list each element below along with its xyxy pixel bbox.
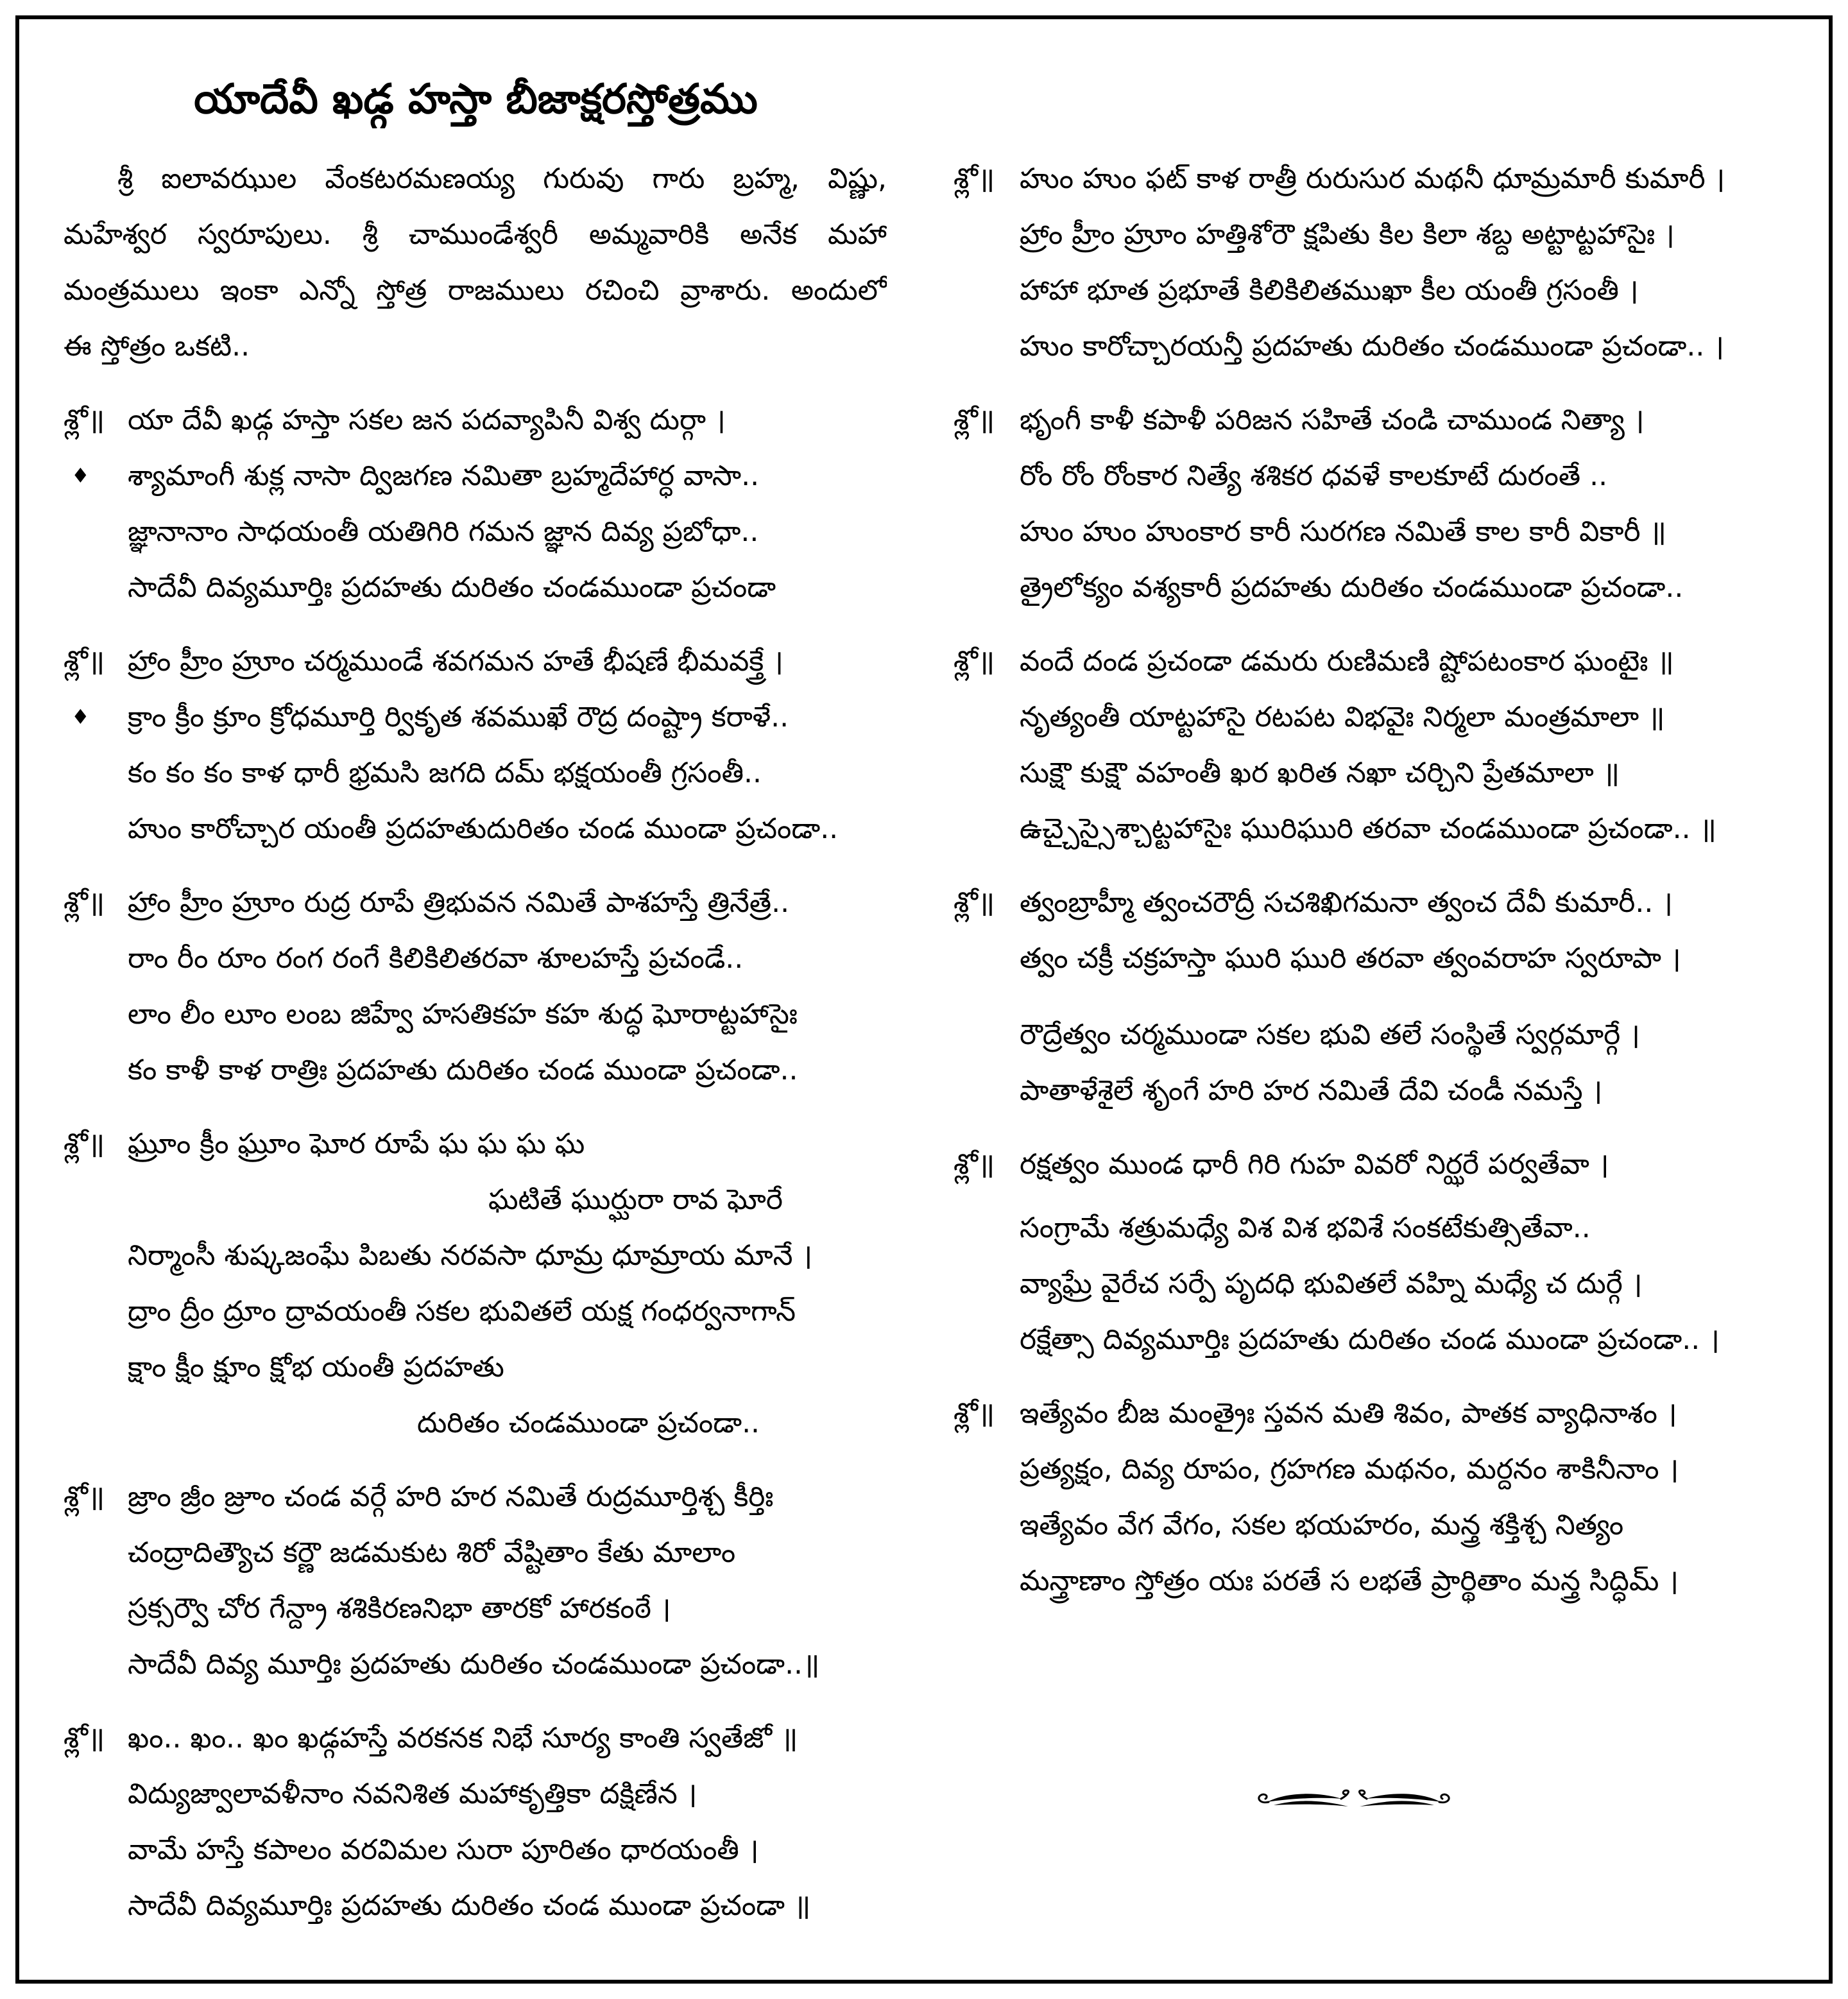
intro-line: శ్రీ ఐలావఝుల వేంకటరమణయ్య గురువు గారు బ్రహ్మ, విష్ణు, bbox=[117, 162, 887, 195]
shloka-marker: శ్లో॥ bbox=[64, 1480, 105, 1513]
verse-line: రక్షేత్సా దివ్యమూర్తిః ప్రదహతు దురితం చండ ముండా ప్రచండా.. । bbox=[1020, 1323, 1720, 1356]
verse-line: హ్రాం హ్రీం హ్రూం హత్తిశోరౌ క్షపితు కిల కిలా శబ్ద అట్టాట్టహాసైః । bbox=[1020, 218, 1675, 251]
verse-line: సాదేవీ దివ్యమూర్తిః ప్రదహతు దురితం చండముండా ప్రచండా bbox=[128, 571, 776, 604]
shloka-verse bbox=[64, 875, 891, 1098]
verse-line: హాహా భూత ప్రభూతే కిలికిలితముఖా కీల యంతీ గ్రసంతీ । bbox=[1020, 274, 1639, 307]
verse-line: హుం హుం హుంకార కారీ సురగణ నమితే కాల కారీ వికారీ ॥ bbox=[1020, 515, 1666, 548]
verse-line: సాదేవీ దివ్య మూర్తిః ప్రదహతు దురితం చండముండా ప్రచండా..॥ bbox=[128, 1648, 820, 1681]
verse-line: ప్రత్యక్షం, దివ్య రూపం, గ్రహగణ మథనం, మర్దనం శాకినీనాం । bbox=[1020, 1453, 1679, 1486]
verse-line: త్వం చక్రీ చక్రహస్తా ఘురి ఘురి తరవా త్వంవరాహ స్వరూపా । bbox=[1020, 942, 1681, 975]
verse-line: వందే దండ ప్రచండా డమరు రుణిమణి ష్టోపటంకార ఘంటైః ॥ bbox=[1020, 645, 1674, 678]
verse-line: క్రాం క్రీం క్రూం క్రోధమూర్తి ర్వికృత శవముఖే రౌద్ర దంష్ట్రా కరాళే.. bbox=[128, 701, 789, 734]
shloka-verse bbox=[64, 1469, 891, 1692]
shloka-verse bbox=[954, 633, 1794, 857]
verse-line: సాదేవీ దివ్యమూర్తిః ప్రదహతు దురితం చండ ముండా ప్రచండా ॥ bbox=[128, 1889, 811, 1922]
page-title: యాదేవీ ఖడ్గ హస్తా బీజాక్షరస్తోత్రము bbox=[194, 76, 758, 123]
verse-line: లాం లీం లూం లంబ జిహ్వే హసతికహ కహ శుద్ధ ఘోరాట్టహాసైః bbox=[128, 998, 798, 1031]
shloka-marker: శ్లో॥ bbox=[954, 1148, 995, 1181]
intro-line: మంత్రములు ఇంకా ఎన్నో స్తోత్ర రాజములు రచించి వ్రాశారు. అందులో bbox=[64, 274, 887, 307]
swirl-left-icon bbox=[1259, 1790, 1349, 1806]
verse-line: కం కాళీ కాళ రాత్రిః ప్రదహతు దురితం చండ ముండా ప్రచండా.. bbox=[128, 1054, 798, 1086]
intro-paragraph bbox=[64, 151, 891, 374]
verse-line: యా దేవీ ఖడ్గ హస్తా సకల జన పదవ్యాపినీ విశ్వ దుర్గా । bbox=[128, 404, 726, 436]
verse-line: హ్రాం హ్రీం హ్రూం చర్మముండే శవగమన హతే భీషణే భీమవక్త్రే । bbox=[128, 645, 783, 678]
shloka-verse bbox=[954, 875, 1794, 1119]
verse-line: జ్రాం జ్రీం జ్రూం చండ వర్గే హరి హర నమితే రుద్రమూర్తిశ్చ కీర్తిః bbox=[128, 1480, 774, 1513]
shloka-verse bbox=[954, 1386, 1794, 1609]
verse-line: జ్ఞానానాం సాధయంతీ యతిగిరి గమన జ్ఞాన దివ్య ప్రబోధా.. bbox=[128, 515, 759, 548]
verse-line: శ్యామాంగీ శుక్ల నాసా ద్విజగణ నమితా బ్రహ్మదేహార్ధ వాసా.. bbox=[128, 459, 760, 492]
verse-line: చంద్రాదిత్యౌచ కర్ణౌ జడమకుట శిరో వేష్టితాం కేతు మాలాం bbox=[128, 1536, 736, 1569]
shloka-verse bbox=[954, 151, 1794, 374]
verse-line: సంగ్రామే శత్రుమధ్యే విశ విశ భవిశే సంకటేకుత్సితేవా.. bbox=[1020, 1212, 1591, 1244]
shloka-marker: శ్లో॥ bbox=[64, 1722, 105, 1754]
verse-line: ఖం.. ఖం.. ఖం ఖడ్గహస్తే వరకనక నిభే సూర్య కాంతి స్వతేజో ॥ bbox=[128, 1722, 798, 1754]
verse-line: పాతాళేశైలే శృంగే హరి హర నమితే దేవి చండీ నమస్తే । bbox=[1020, 1074, 1603, 1107]
verse-line: రక్షత్వం ముండ ధారీ గిరి గుహ వివరో నిర్ఝరే పర్వతేవా । bbox=[1020, 1148, 1609, 1181]
verse-line: ఉచ్చైస్సైశ్చాట్టహాసైః ఘురిఘురి తరవా చండముండా ప్రచండా.. ॥ bbox=[1020, 812, 1716, 845]
right-column bbox=[954, 151, 1794, 1609]
shloka-verse bbox=[64, 633, 891, 857]
shloka-verse bbox=[954, 1137, 1794, 1368]
shloka-marker: శ్లో॥ bbox=[954, 162, 995, 195]
shloka-marker: శ్లో॥ bbox=[64, 645, 105, 678]
shloka-marker: శ్లో॥ bbox=[954, 886, 995, 919]
verse-line: నృత్యంతీ యాట్టహాసై రటపట విభవైః నిర్మలా మంత్రమాలా ॥ bbox=[1020, 701, 1665, 734]
shloka-marker: శ్లో॥ bbox=[954, 404, 995, 436]
verse-line: దురితం చండముండా ప్రచండా.. bbox=[417, 1407, 760, 1439]
shloka-verse bbox=[64, 1710, 891, 1934]
verse-line: వామే హస్తే కపాలం వరవిమల సురా పూరితం ధారయంతీ । bbox=[128, 1833, 759, 1866]
verse-line: ద్రాం ద్రీం ద్రూం ద్రావయంతీ సకల భువితలే యక్ష గంధర్వనాగాన్ bbox=[128, 1295, 796, 1328]
intro-line: ఈ స్తోత్రం ఒకటి.. bbox=[64, 330, 250, 363]
double-swirl-flourish-icon bbox=[1254, 1788, 1453, 1814]
verse-line: నిర్మాంసీ శుష్కజంఘే పిబతు నరవసా ధూమ్ర ధూమ్రాయ మానే । bbox=[128, 1239, 813, 1272]
shloka-marker: శ్లో॥ bbox=[954, 645, 995, 678]
verse-line: సుక్షౌ కుక్షౌ వహంతీ ఖర ఖరిత నఖా చర్చిని ప్రేతమాలా ॥ bbox=[1020, 757, 1620, 789]
verse-line: ఇత్యేవం బీజ మంత్రైః స్తవన మతి శివం, పాతక వ్యాధినాశం । bbox=[1020, 1397, 1677, 1430]
swirl-right-icon bbox=[1360, 1790, 1450, 1806]
verse-line: ఘ్రూం క్రీం ఘ్రూం ఘోర రూపే ఘ ఘ ఘ ఘ bbox=[128, 1128, 585, 1160]
shloka-marker: శ్లో॥ bbox=[954, 1397, 995, 1430]
verse-line: త్వంబ్రాహ్మీ త్వంచరౌద్రీ సచశిఖిగమనా త్వంచ దేవీ కుమారీ.. । bbox=[1020, 886, 1673, 919]
verse-line: హుం కారోచ్చారయన్తీ ప్రదహతు దురితం చండముండా ప్రచండా.. । bbox=[1020, 330, 1725, 363]
verse-line: క్షాం క్షీం క్షూం క్షోభ యంతీ ప్రదహతు bbox=[128, 1351, 504, 1384]
diamond-bullet-icon: ♦ bbox=[71, 463, 90, 488]
shloka-marker: శ్లో॥ bbox=[64, 404, 105, 436]
verse-line: భృంగీ కాళీ కపాళీ పరిజన సహితే చండి చాముండ నిత్యా । bbox=[1020, 404, 1645, 436]
verse-line: రోం రోం రోంకార నిత్యే శశికర ధవళే కాలకూటే దురంతే .. bbox=[1020, 459, 1608, 492]
verse-line: త్రైలోక్యం వశ్యకారీ ప్రదహతు దురితం చండముండా ప్రచండా.. bbox=[1020, 571, 1684, 604]
verse-line: హుం కారోచ్చార యంతీ ప్రదహతుదురితం చండ ముండా ప్రచండా.. bbox=[128, 812, 839, 845]
verse-line: హుం హుం ఫట్ కాళ రాత్రీ రురుసుర మథనీ ధూమ్రమారీ కుమారీ । bbox=[1020, 162, 1725, 195]
verse-line: రౌద్రేత్వం చర్మముండా సకల భువి తలే సంస్థితే స్వర్గమార్గే । bbox=[1020, 1018, 1640, 1051]
verse-line: స్రక్సర్వౌ చోర గేన్ద్రా శశికిరణనిభా తారకో హారకంఠే । bbox=[128, 1592, 671, 1625]
shloka-verse bbox=[64, 392, 891, 615]
verse-line: వ్యాఘ్రే వైరేచ సర్పే పృదధి భువితలే వహ్ని మధ్యే చ దుర్గే । bbox=[1020, 1267, 1643, 1300]
shloka-marker: శ్లో॥ bbox=[64, 1128, 105, 1160]
verse-line: రాం రీం రూం రంగ రంగే కిలికిలితరవా శూలహస్తే ప్రచండే.. bbox=[128, 942, 744, 975]
verse-line: కం కం కం కాళ ధారీ భ్రమసి జగది దమ్ భక్షయంతీ గ్రసంతీ.. bbox=[128, 757, 762, 789]
verse-line: విద్యుజ్వాలావళీనాం నవనిశిత మహాకృత్తికా దక్షిణేన । bbox=[128, 1778, 697, 1810]
shloka-marker: శ్లో॥ bbox=[64, 886, 105, 919]
verse-line: హ్రాం హ్రీం హ్రూం రుద్ర రూపే త్రిభువన నమితే పాశహస్తే త్రినేత్రే.. bbox=[128, 886, 790, 919]
verse-line: ఇత్యేవం వేగ వేగం, సకల భయహరం, మన్త్ర శక్తిశ్చ నిత్యం bbox=[1020, 1509, 1624, 1541]
verse-line: మన్త్రాణాం స్తోత్రం యః పరతే స లభతే ప్రార్థితాం మన్త్ర సిద్ధిమ్ । bbox=[1020, 1565, 1679, 1597]
shloka-verse bbox=[954, 392, 1794, 615]
diamond-bullet-icon: ♦ bbox=[71, 705, 90, 729]
shloka-verse bbox=[64, 1116, 891, 1451]
intro-line: మహేశ్వర స్వరూపులు. శ్రీ చాముండేశ్వరీ అమ్మవారికి అనేక మహా bbox=[64, 218, 887, 251]
left-column bbox=[64, 151, 891, 1934]
verse-line: ఘటితే ఘుర్ఘురా రావ ఘోరే bbox=[488, 1183, 783, 1216]
